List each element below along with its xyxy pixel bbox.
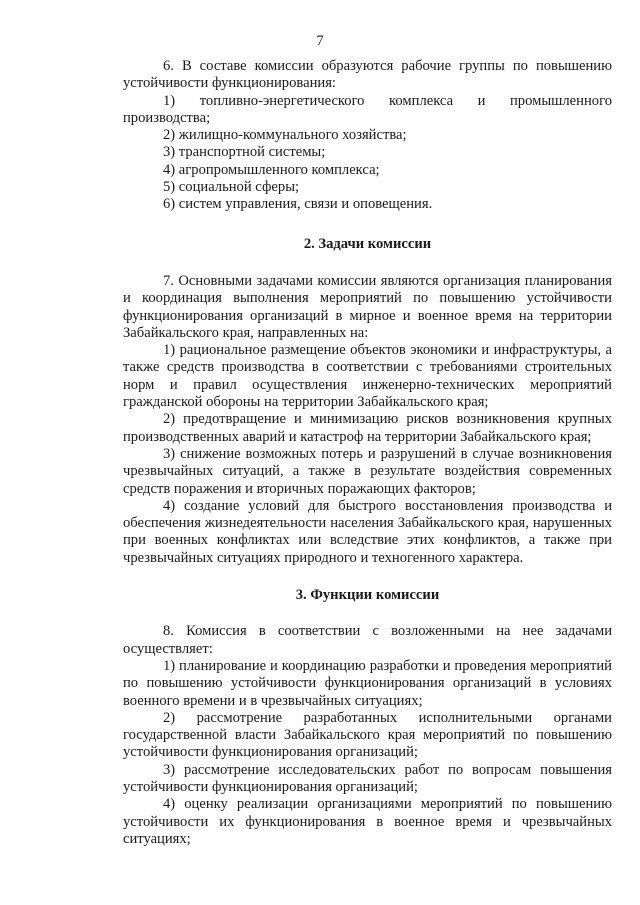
function-item-1: 1) планирование и координацию разработки и проведения мероприятий по повышению устойчивости функционирования организаций в условиях военного времени и в чрезвычайных ситуациях; — [123, 657, 612, 709]
task-item-1: 1) рациональное размещение объектов экономики и инфраструктуры, а также средств производства в соответствии с требованиями строительных норм и правил осуществления инженерно-технических мероприятий гражданской обороны на территории Забайкальского края; — [123, 342, 612, 411]
group-item-1: 1) топливно-энергетического комплекса и промышленного производства; — [123, 92, 612, 126]
group-item-6: 6) систем управления, связи и оповещения. — [163, 196, 433, 213]
task-item-3: 3) снижение возможных потерь и разрушений в случае возникновения чрезвычайных ситуаций, а также в результате воздействия современных средств поражения и вторичных поражающих факторов; — [123, 445, 612, 497]
page-number: 7 — [316, 33, 324, 49]
paragraph-7: 7. Основными задачами комиссии являются организация планирования и координация выполнения мероприятий по повышению устойчивости функционирования организаций в мирное и военное время на территории Забайкальского края, направленных на: — [123, 272, 612, 341]
group-item-5: 5) социальной сферы; — [163, 179, 300, 196]
section-heading-functions: 3. Функции комиссии — [295, 587, 440, 604]
function-item-3: 3) рассмотрение исследовательских работ по вопросам повышения устойчивости функционирования организаций; — [123, 761, 612, 795]
group-item-3: 3) транспортной системы; — [163, 144, 326, 161]
function-item-2: 2) рассмотрение разработанных исполнительными органами государственной власти Забайкальского края мероприятий по повышению устойчивости функционирования организаций; — [123, 709, 612, 761]
task-item-4: 4) создание условий для быстрого восстановления производства и обеспечения жизнедеятельности населения Забайкальского края, нарушенных при военных конфликтах или вследствие этих конфликтов, а также при чрезвычайных ситуациях природного и техногенного характера. — [123, 497, 612, 566]
paragraph-6: 6. В составе комиссии образуются рабочие группы по повышению устойчивости функционирования: — [123, 58, 612, 92]
section-heading-tasks: 2. Задачи комиссии — [303, 235, 432, 252]
group-item-2: 2) жилищно-коммунального хозяйства; — [163, 127, 407, 144]
document-body — [123, 58, 612, 848]
group-item-4: 4) агропромышленного комплекса; — [163, 161, 380, 178]
paragraph-8: 8. Комиссия в соответствии с возложенными на нее задачами осуществляет: — [123, 623, 612, 657]
task-item-2: 2) предотвращение и минимизацию рисков возникновения крупных производственных аварий и катастроф на территории Забайкальского края; — [123, 411, 612, 445]
function-item-4: 4) оценку реализации организациями мероприятий по повышению устойчивости их функционирования в военное время и чрезвычайных ситуациях; — [123, 796, 612, 847]
